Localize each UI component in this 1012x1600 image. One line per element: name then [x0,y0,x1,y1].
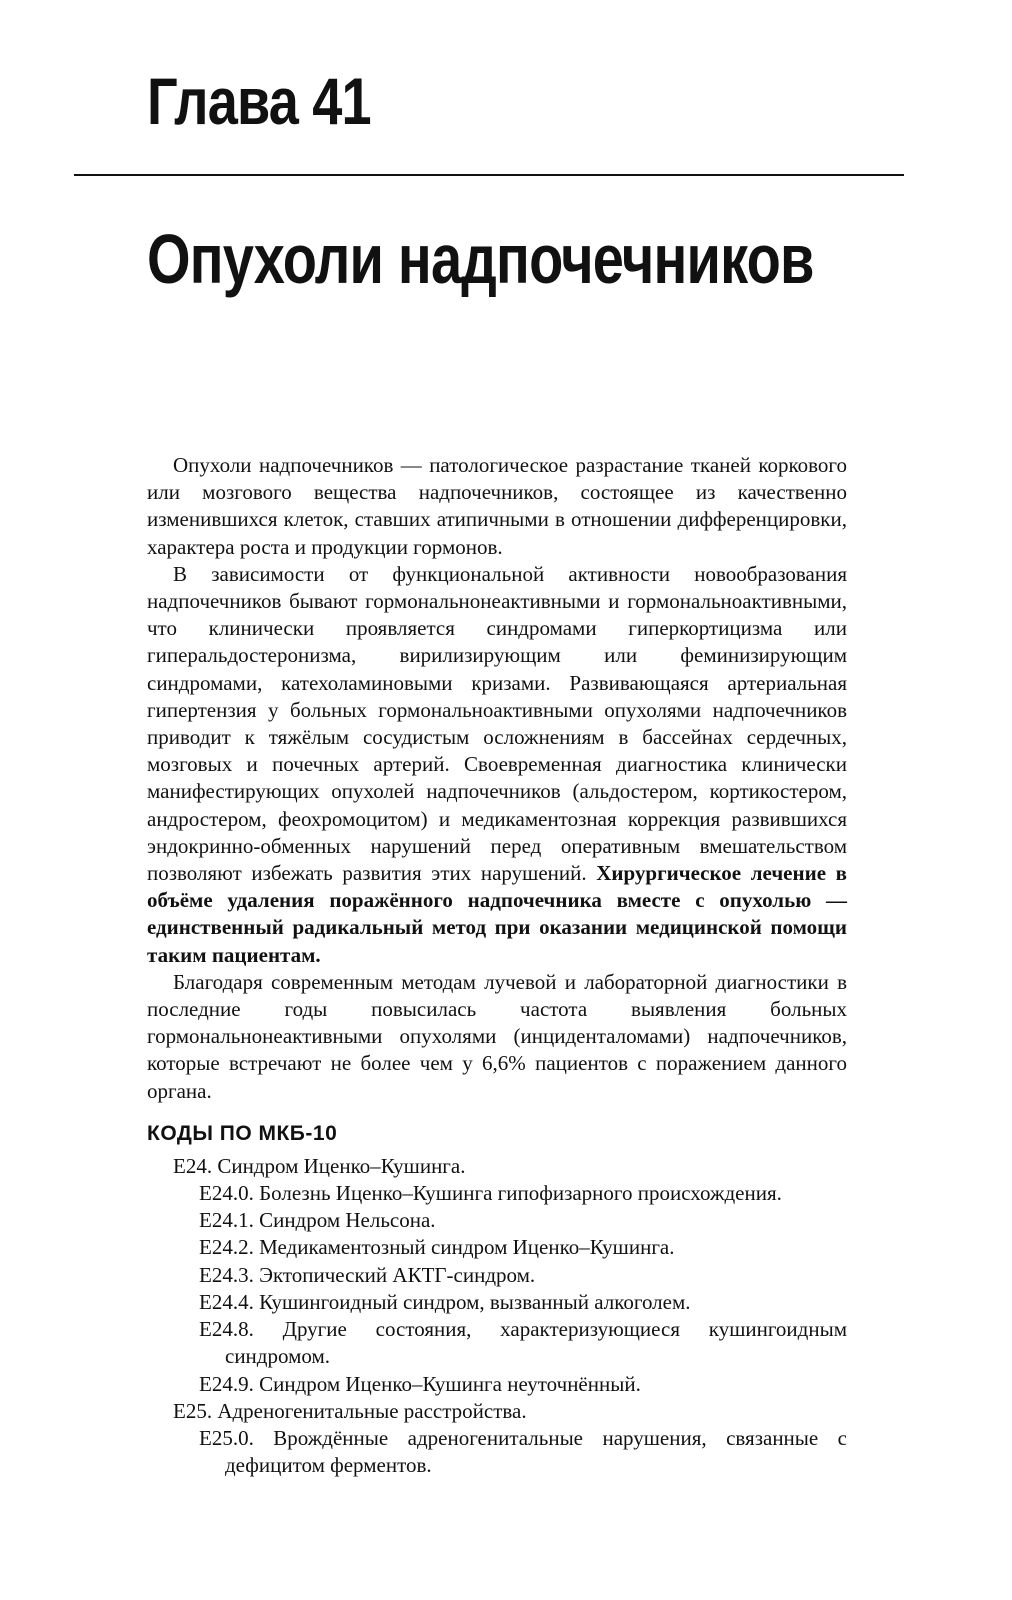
chapter-body [147,452,847,1479]
icd-code-text: E24.4. Кушингоидный синдром, вызванный алкоголем. [199,1289,691,1314]
icd-code-item [147,1316,847,1370]
chapter-number: Глава 41 [147,64,371,138]
icd-code-item [147,1153,847,1180]
paragraph-text: Опухоли надпочечников — патологическое разрастание тканей коркового или мозгового вещества надпочечников, состоящее из качественно изменившихся клеток, ставших атипичными в отношении дифференцировки, характера роста и продукции гормонов. [147,453,847,559]
icd-code-text: E24.1. Синдром Нельсона. [199,1208,436,1233]
icd-code-item [147,1425,847,1479]
icd-code-item [147,1207,847,1234]
icd-code-item [147,1262,847,1289]
icd-code-text: E24.8. Другие состояния, характеризующиеся кушингоидным синдромом. [199,1317,847,1369]
icd-code-list [147,1153,847,1479]
chapter-title: Опухоли надпочечников [147,220,814,298]
icd-code-text: E24.9. Синдром Иценко–Кушинга неуточнённый. [199,1371,641,1396]
icd-code-item [147,1371,847,1398]
icd-code-text: E24. Синдром Иценко–Кушинга. [173,1153,466,1178]
icd-code-text: E25.0. Врождённые адреногенитальные нарушения, связанные с дефицитом ферментов. [199,1425,847,1478]
icd-code-text: E25. Адреногенитальные расстройства. [173,1398,527,1423]
paragraph-bold-statement: Хирургическое лечение в объёме удаления поражённого надпочечника вместе с опухолью — единственный радикальный метод при оказании медицинской помощи таким пациентам. [147,861,847,967]
paragraph-text: В зависимости от функциональной активности новообразования надпочечников бывают гормональнонеактивными и гормональноактивными, что клинически проявляется синдромами гиперкортицизма или гиперальдостеронизма, вирилизирующим или феминизирующим синдромами, катехоламиновыми кризами. Развивающаяся артериальная гипертензия у больных гормональноактивными опухолями надпочечников приводит к тяжёлым сосудистым осложнениям в бассейнах сердечных, мозговых и почечных артерий. Своевременная диагностика клинически манифестирующих опухолей надпочечников (альдостером, кортикостером, андростером, феохромоцитом) и медикаментозная коррекция развившихся эндокринно-обменных нарушений перед оперативным вмешательством позволяют избежать развития этих нарушений. [147,561,847,886]
icd-code-item [147,1234,847,1261]
intro-paragraph-definition [147,452,847,561]
intro-paragraph-functional-activity [147,561,847,969]
icd-code-text: E24.2. Медикаментозный синдром Иценко–Кушинга. [199,1235,675,1260]
icd-code-item [147,1180,847,1207]
icd-section-heading: КОДЫ ПО МКБ-10 [147,1121,338,1145]
icd-code-item [147,1398,847,1425]
chapter-divider [74,174,904,176]
paragraph-text: Благодаря современным методам лучевой и лабораторной диагностики в последние годы повысилась частота выявления больных гормональнонеактивными опухолями (инциденталомами) надпочечников, которые встречают не более чем у 6,6% пациентов с поражением данного органа. [147,969,847,1103]
intro-paragraph-incidentalomas [147,969,847,1105]
icd-code-text: E24.3. Эктопический АКТГ-синдром. [199,1262,536,1287]
icd-code-item [147,1289,847,1316]
icd-code-text: E24.0. Болезнь Иценко–Кушинга гипофизарного происхождения. [199,1181,782,1206]
